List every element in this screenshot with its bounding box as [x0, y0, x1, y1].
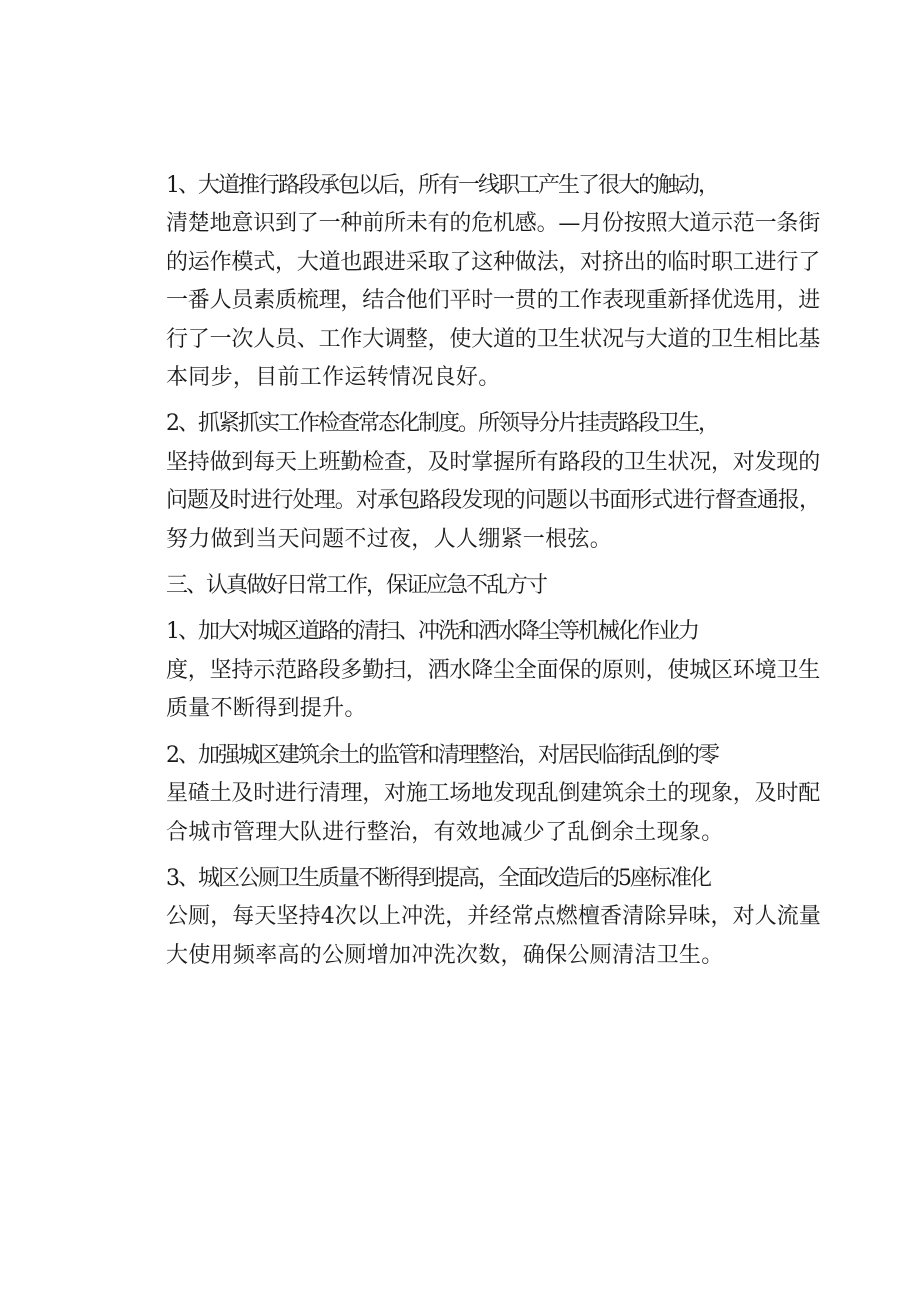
- text-line: 2、加强城区建筑余土的监管和清理整治，对居民临街乱倒的零: [166, 742, 718, 768]
- paragraph-2: [122, 405, 822, 559]
- paragraph-3-1: [122, 613, 822, 728]
- text-line: 2、抓紧抓实工作检查常态化制度。所领导分片挂责路段卫生，: [166, 411, 718, 437]
- paragraph-1: [122, 167, 822, 397]
- text-line: 质量不断得到提升。: [166, 696, 367, 722]
- text-line: 大使用频率高的公厕增加冲洗次数，确保公厕清洁卫生。: [166, 942, 724, 968]
- text-line: 1、加大对城区道路的清扫、冲洗和洒水降尘等机械化作业力: [166, 619, 698, 645]
- text-line: 三、认真做好日常工作，保证应急不乱方寸: [166, 573, 547, 599]
- text-line: 本同步，目前工作运转情况良好。: [166, 365, 501, 391]
- text-line: 度，坚持示范路段多勤扫，洒水降尘全面保的原则，使城区环境卫生: [166, 657, 821, 683]
- text-line: 1、大道推行路段承包以后，所有一线职工产生了很大的触动，: [166, 173, 718, 198]
- text-line: 公厕，每天坚持4次以上冲洗，并经常点燃檀香清除异味，对人流量: [166, 904, 821, 930]
- section-heading-3: [122, 567, 822, 605]
- text-line: 星碴土及时进行清理，对施工场地发现乱倒建筑余土的现象，及时配: [166, 781, 821, 807]
- text-line: 合城市管理大队进行整治，有效地减少了乱倒余土现象。: [166, 819, 724, 845]
- document-body: [122, 167, 822, 975]
- text-line: 3、城区公厕卫生质量不断得到提高，全面改造后的5座标准化: [166, 865, 710, 891]
- paragraph-3-3: [122, 860, 822, 975]
- text-line: 问题及时进行处理。对承包路段发现的问题以书面形式进行督查通报，: [166, 488, 821, 514]
- text-line: 一番人员素质梳理，结合他们平时一贯的工作表现重新择优选用，进: [166, 288, 821, 314]
- paragraph-3-2: [122, 737, 822, 852]
- text-line: 的运作模式，大道也跟进采取了这种做法，对挤出的临时职工进行了: [166, 249, 821, 275]
- text-line: 清楚地意识到了一种前所未有的危机感。—月份按照大道示范一条街: [166, 211, 821, 237]
- text-line: 努力做到当天问题不过夜，人人绷紧一根弦。: [166, 526, 613, 552]
- text-line: 坚持做到每天上班勤检查，及时掌握所有路段的卫生状况，对发现的: [166, 449, 821, 475]
- text-line: 行了一次人员、工作大调整，使大道的卫生状况与大道的卫生相比基: [166, 326, 821, 352]
